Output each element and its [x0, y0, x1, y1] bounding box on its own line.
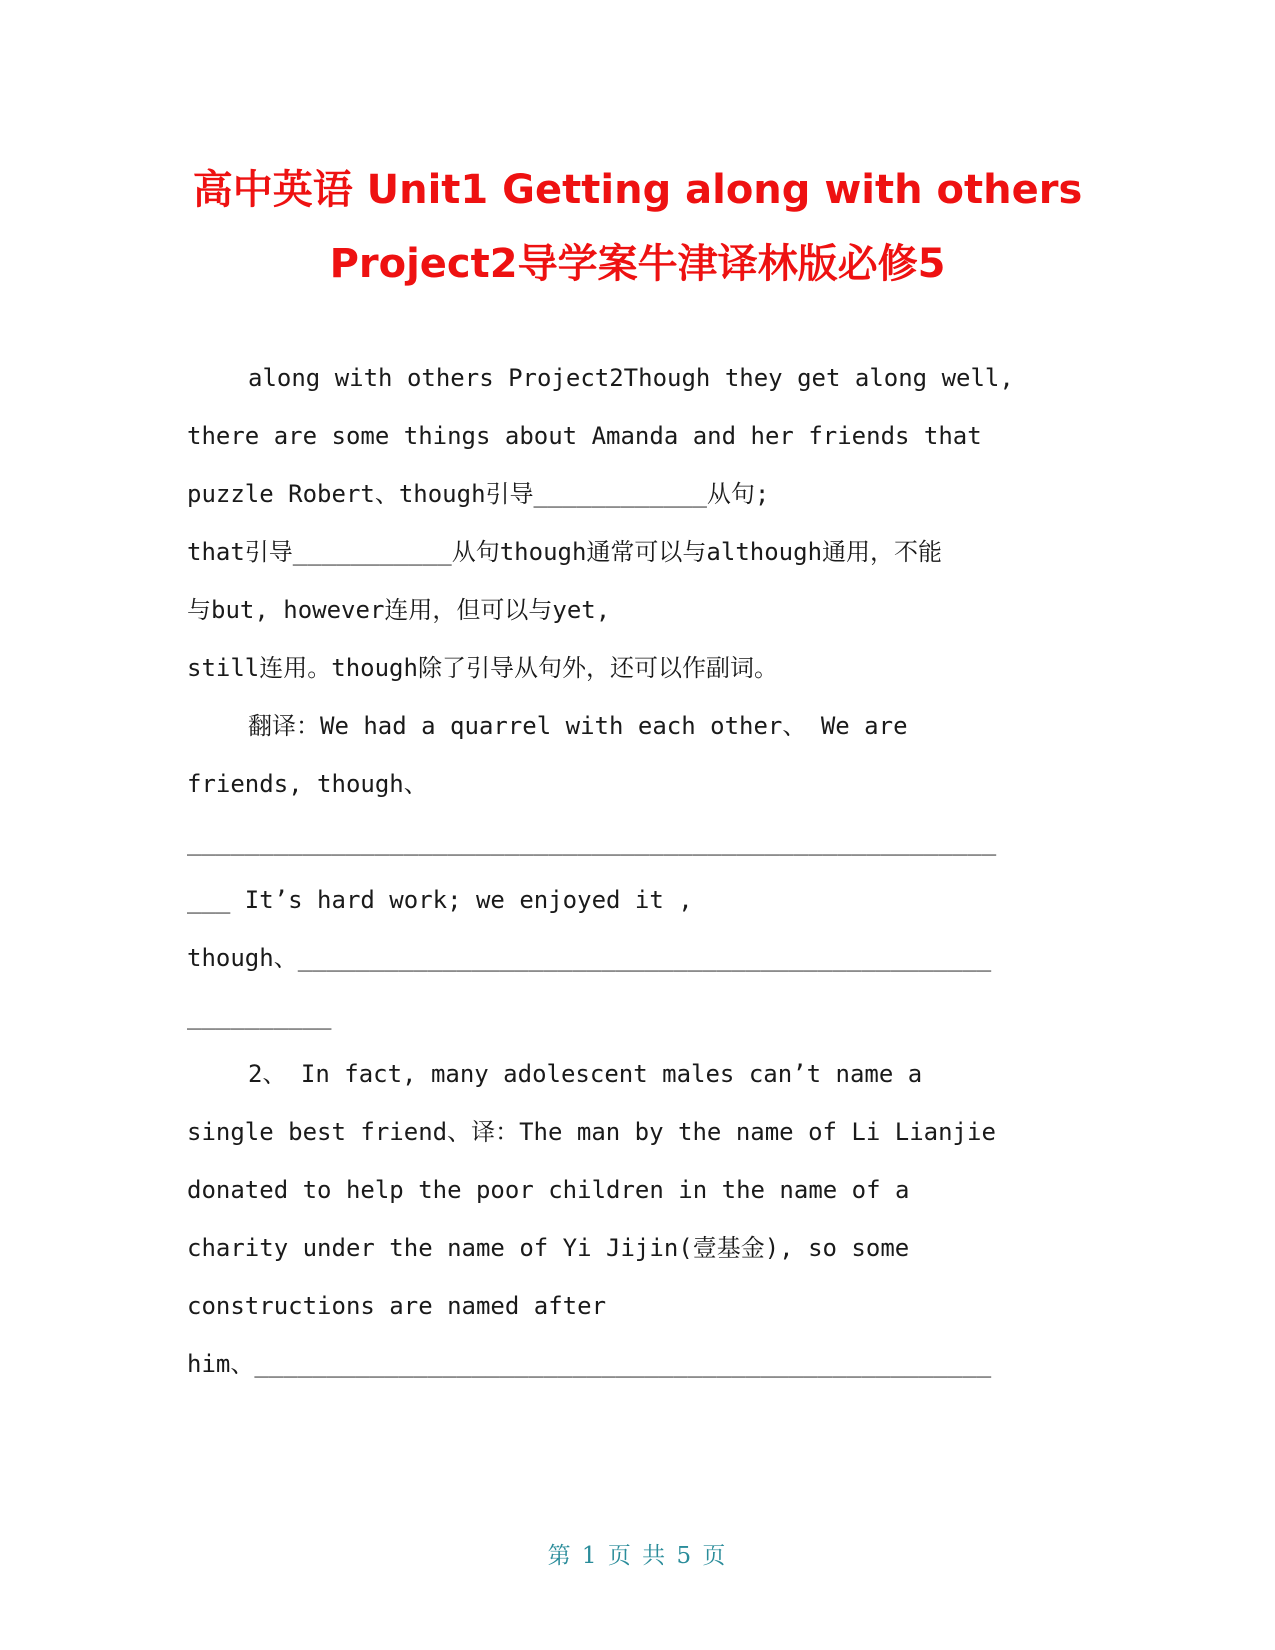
body-text-line: 2、 In fact, many adolescent males can’t name a	[248, 1060, 923, 1088]
body-text-line: charity under the name of Yi Jijin(壹基金), so some	[187, 1234, 910, 1262]
body-text-line: along with others Project2Though they get along well,	[248, 364, 1014, 392]
body-text-line: him、___________________________________________________	[187, 1350, 992, 1378]
body-text-line: there are some things about Amanda and her friends that	[187, 422, 982, 450]
document-title-line-1: 高中英语 Unit1 Getting along with others	[192, 167, 1083, 213]
body-text-line: that引导___________从句though通常可以与although通用，不能	[187, 538, 943, 566]
body-text-line: constructions are named after	[187, 1292, 607, 1320]
body-text-line: still连用。though除了引导从句外，还可以作副词。	[187, 654, 778, 682]
body-text-line: friends, though、	[187, 770, 428, 798]
body-text-line: 翻译：We had a quarrel with each other、 We are	[248, 712, 908, 740]
body-text-line: donated to help the poor children in the name of a	[187, 1176, 910, 1204]
body-text-line: though、________________________________________________	[187, 944, 992, 972]
body-text-line: 与but, however连用，但可以与yet,	[187, 596, 611, 624]
answer-blank-line: ________________________________________________________	[187, 828, 997, 856]
answer-blank-line: __________	[187, 1002, 332, 1030]
body-text-line: puzzle Robert、though引导____________从句;	[187, 480, 770, 508]
page-number-footer: 第 1 页 共 5 页	[547, 1543, 728, 1569]
body-text-line: ___ It’s hard work; we enjoyed it ,	[187, 886, 693, 914]
document-title-line-2: Project2导学案牛津译林版必修5	[329, 241, 946, 287]
body-text-line: single best friend、译：The man by the name of Li Lianjie	[187, 1118, 996, 1146]
